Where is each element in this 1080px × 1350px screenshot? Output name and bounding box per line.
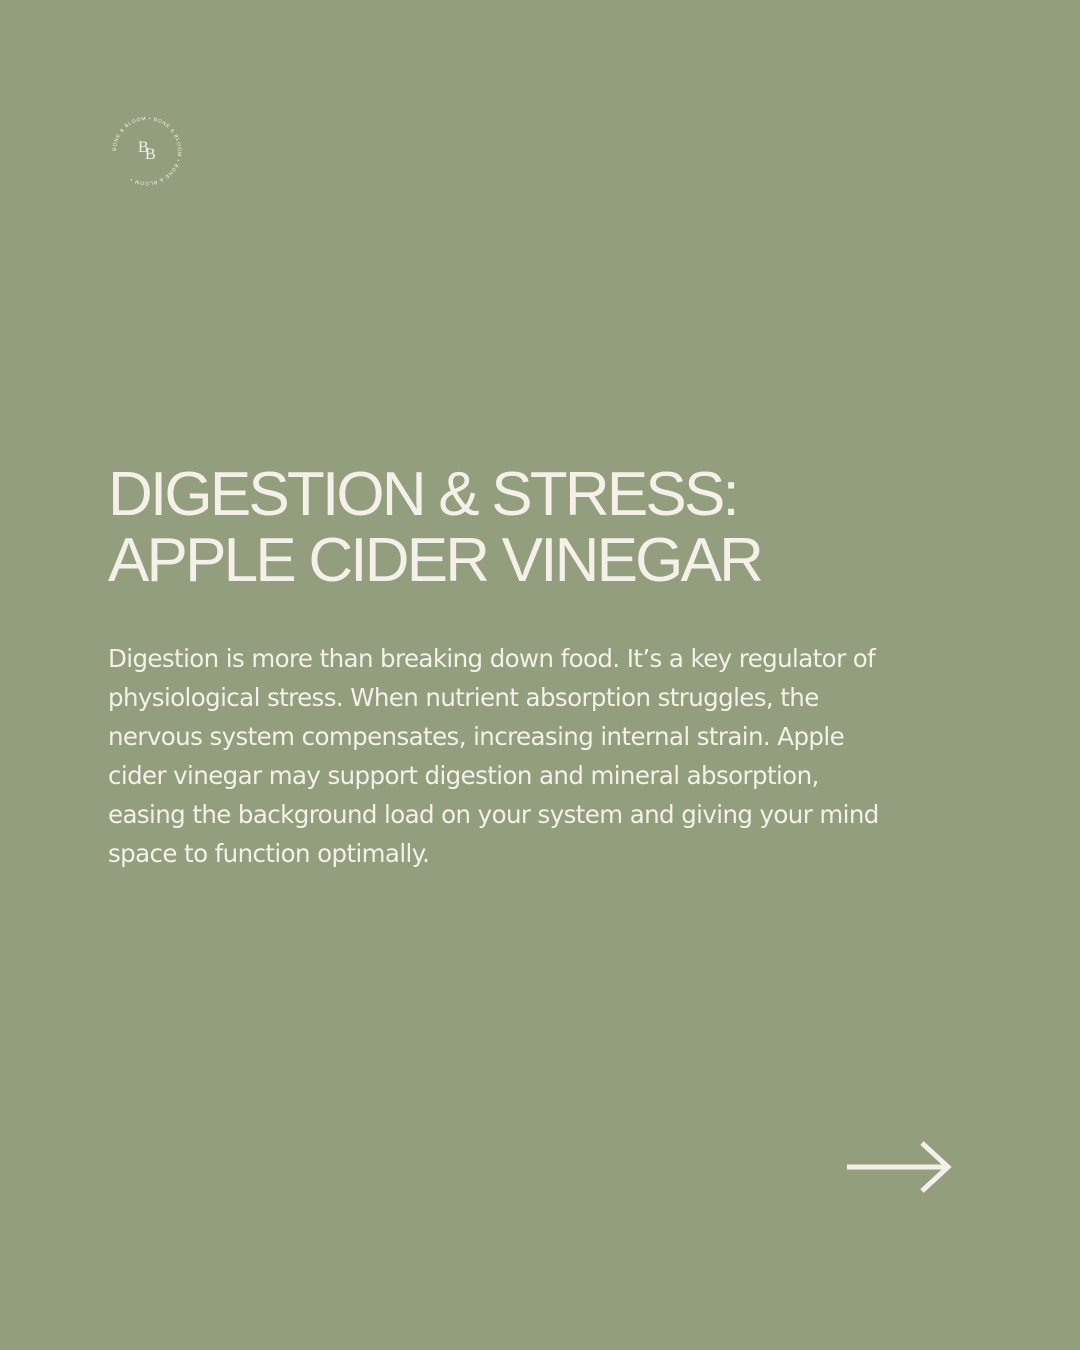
logo-letter-first: B xyxy=(138,139,149,156)
page-title xyxy=(108,462,968,594)
logo-letter-second: B xyxy=(145,146,156,163)
body-paragraph: Digestion is more than breaking down food. It’s a key regulator of physiological stress. When nutrient absorption struggles, the nervous system compensates, increasing internal strain. Apple cider vinegar may support digestion and mineral absorption, easing the background load on your system and giving your mind space to function optimally. xyxy=(108,644,879,868)
monogram-logo-icon xyxy=(108,112,186,190)
arrow-right-icon xyxy=(843,1136,955,1198)
monogram-logo xyxy=(108,112,186,190)
next-slide-button[interactable] xyxy=(843,1136,955,1198)
title-line-1: DIGESTION & STRESS: xyxy=(108,460,737,529)
title-line-2: APPLE CIDER VINEGAR xyxy=(108,526,762,595)
logo-ring-text: BONE & BLOOM • BONE & BLOOM • BONE & BLOOM • xyxy=(111,115,183,187)
